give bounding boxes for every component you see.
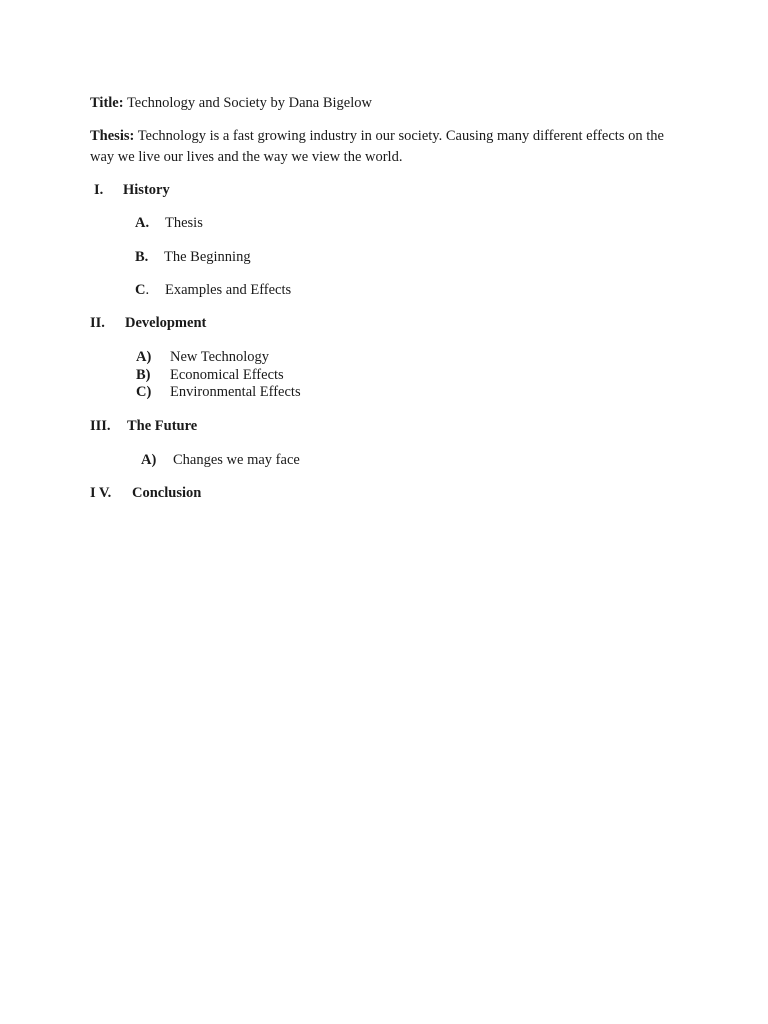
item-text: Changes we may face <box>173 452 300 468</box>
item-text: Examples and Effects <box>165 282 292 298</box>
item-marker: C. <box>135 282 150 298</box>
item-text: Thesis <box>165 215 203 231</box>
title-text: Technology and Society by Dana Bigelow <box>126 95 372 111</box>
section-numeral: I. <box>94 182 104 198</box>
title-line <box>90 94 372 112</box>
item-text: Economical Effects <box>170 367 284 383</box>
section-numeral: I V. <box>90 485 112 501</box>
item-text: New Technology <box>170 349 269 365</box>
thesis-paragraph <box>90 126 680 168</box>
item-marker: A) <box>136 349 152 365</box>
section-heading: The Future <box>127 418 198 434</box>
title-label: Title: <box>90 95 124 111</box>
thesis-label: Thesis: <box>90 128 135 144</box>
item-marker: A. <box>135 215 150 231</box>
item-text: The Beginning <box>164 249 251 265</box>
section-heading: Conclusion <box>132 485 202 501</box>
item-marker: B) <box>136 367 151 383</box>
item-marker: A) <box>141 452 157 468</box>
thesis-text: Technology is a fast growing industry in our society. Causing many different effects on the way we live our lives and the way we view the world. <box>90 128 664 165</box>
item-text: Environmental Effects <box>170 384 301 400</box>
section-numeral: II. <box>90 315 105 331</box>
section-heading: Development <box>125 315 207 331</box>
item-marker: B. <box>135 249 149 265</box>
section-heading: History <box>123 182 170 198</box>
section-numeral: III. <box>90 418 111 434</box>
item-marker: C) <box>136 384 152 400</box>
